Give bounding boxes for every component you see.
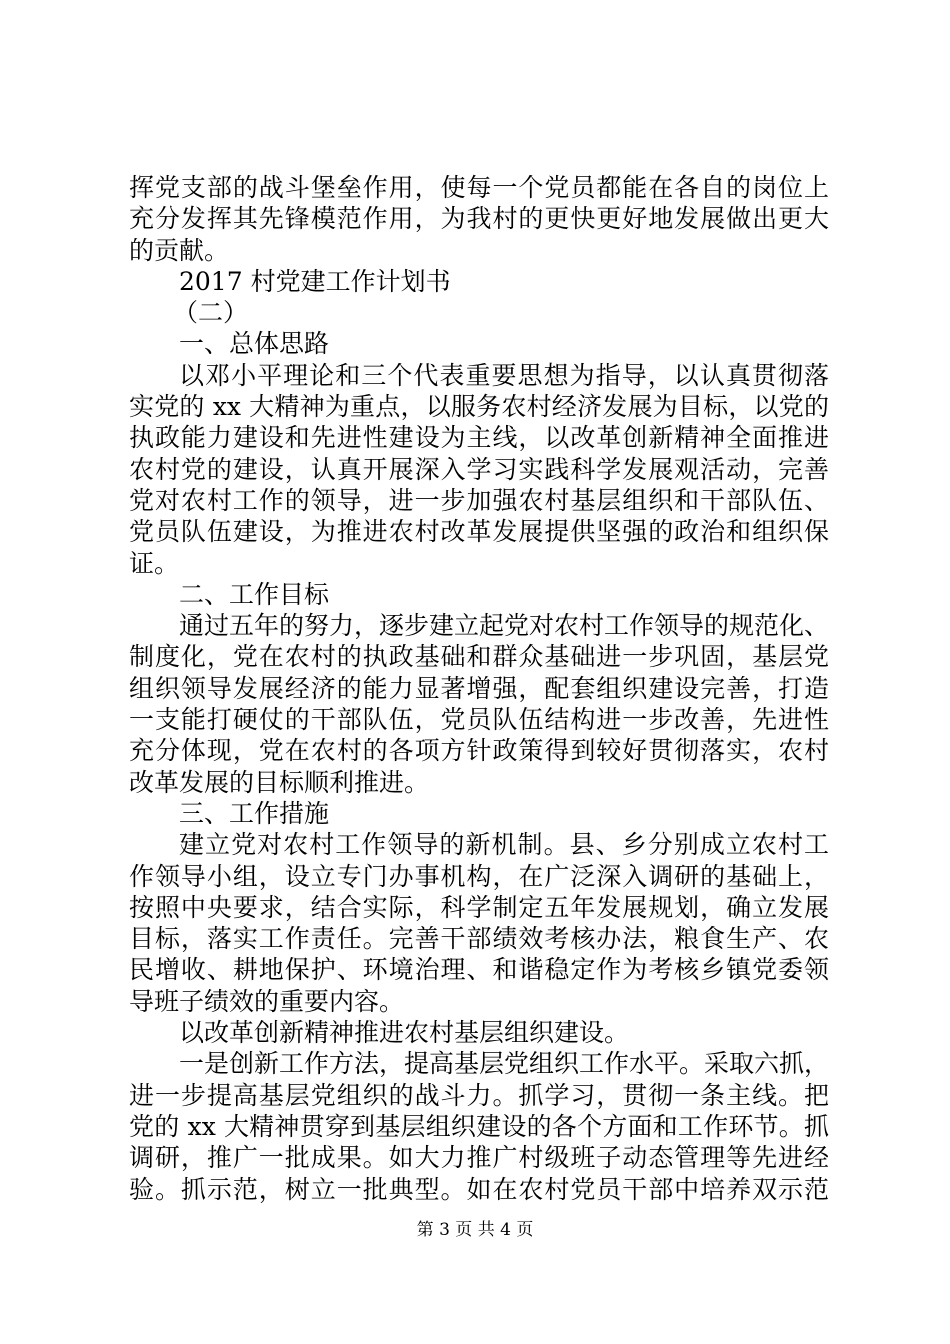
text-line: 建立党对农村工作领导的新机制。县、乡分别成立农村工	[179, 830, 829, 860]
text-line: 以改革创新精神推进农村基层组织建设。	[179, 1018, 630, 1048]
text-line: 一、总体思路	[179, 329, 330, 359]
text-line: 挥党支部的战斗堡垒作用，使每一个党员都能在各自的岗位上	[129, 173, 829, 202]
text-line: 调研，推广一批成果。如大力推广村级班子动态管理等先进经	[129, 1143, 829, 1173]
document-body	[129, 172, 829, 1205]
text-line: 制度化，党在农村的执政基础和群众基础进一步巩固，基层党	[129, 642, 829, 672]
text-line: 党员队伍建设，为推进农村改革发展提供坚强的政治和组织保	[129, 517, 829, 547]
text-line: 进一步提高基层党组织的战斗力。抓学习，贯彻一条主线。把	[129, 1080, 829, 1110]
text-line: 改革发展的目标顺利推进。	[129, 767, 430, 797]
text-line: 组织领导发展经济的能力显著增强，配套组织建设完善，打造	[129, 673, 829, 703]
text-line: 一支能打硬仗的干部队伍，党员队伍结构进一步改善，先进性	[129, 705, 829, 735]
text-line: 实党的 xx 大精神为重点，以服务农村经济发展为目标，以党的	[129, 392, 829, 422]
text-line: 党对农村工作的领导，进一步加强农村基层组织和干部队伍、	[129, 485, 829, 515]
text-line: 农村党的建设，认真开展深入学习实践科学发展观活动，完善	[129, 454, 829, 484]
text-line: 民增收、耕地保护、环境治理、和谐稳定作为考核乡镇党委领	[129, 955, 829, 985]
text-line: （二）	[173, 298, 249, 328]
text-line: 三、工作措施	[179, 798, 330, 828]
text-line: 通过五年的努力，逐步建立起党对农村工作领导的规范化、	[179, 611, 830, 641]
text-line: 执政能力建设和先进性建设为主线，以改革创新精神全面推进	[129, 423, 829, 453]
text-line: 验。抓示范，树立一批典型。如在农村党员干部中培养双示范	[129, 1174, 829, 1204]
text-line: 按照中央要求，结合实际，科学制定五年发展规划，确立发展	[129, 892, 829, 922]
text-line: 的贡献。	[129, 235, 230, 265]
text-line: 导班子绩效的重要内容。	[129, 986, 405, 1016]
text-line: 党的 xx 大精神贯穿到基层组织建设的各个方面和工作环节。抓	[129, 1111, 829, 1141]
page-footer: 第 3 页 共 4 页	[416, 1220, 534, 1240]
text-line: 2017 村党建工作计划书	[179, 266, 451, 296]
text-line: 充分发挥其先锋模范作用，为我村的更快更好地发展做出更大	[129, 204, 829, 234]
text-line: 作领导小组，设立专门办事机构，在广泛深入调研的基础上，	[129, 861, 829, 891]
text-line: 以邓小平理论和三个代表重要思想为指导，以认真贯彻落	[179, 360, 829, 390]
text-line: 证。	[129, 548, 180, 578]
text-line: 一是创新工作方法，提高基层党组织工作水平。采取六抓，	[179, 1049, 830, 1079]
text-line: 目标，落实工作责任。完善干部绩效考核办法，粮食生产、农	[129, 924, 829, 954]
text-line: 充分体现，党在农村的各项方针政策得到较好贯彻落实，农村	[129, 736, 829, 766]
text-line: 二、工作目标	[179, 579, 330, 609]
